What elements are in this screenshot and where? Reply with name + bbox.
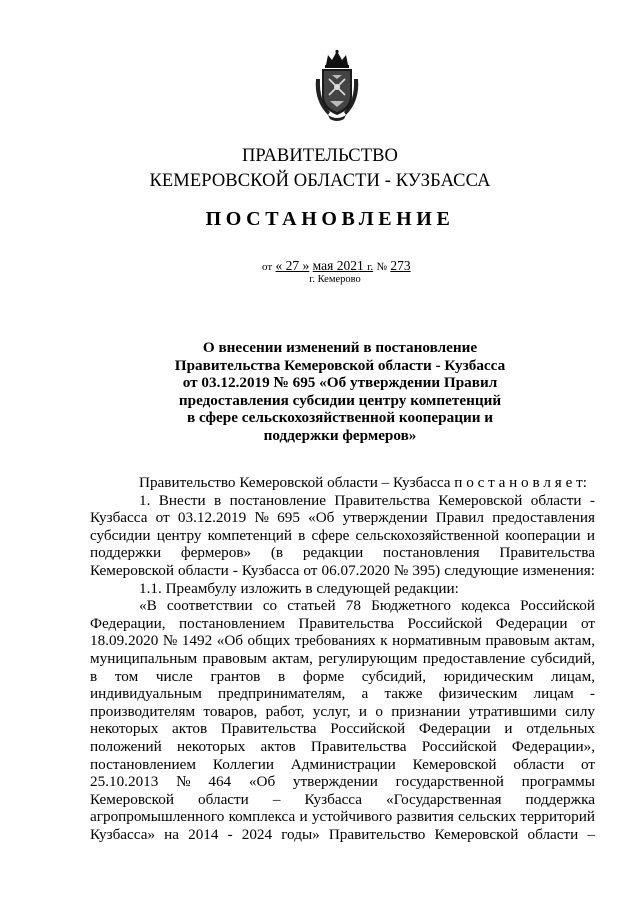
body-line: Правительство Кемеровской области – Кузбасса п о с т а н о в л я е т: bbox=[139, 474, 587, 491]
body-line: 25.10.2013 № 464 «Об утверждении государственной программы bbox=[90, 773, 595, 791]
date-number-line bbox=[262, 258, 411, 274]
title-line: поддержки фермеров» bbox=[263, 426, 417, 444]
title-line: предоставления субсидии центру компетенций bbox=[178, 391, 502, 409]
title-line: О внесении изменений в постановление bbox=[202, 339, 478, 356]
date-month-year: мая 2021 bbox=[312, 258, 368, 273]
body-line: агропромышленного комплекса и устойчивого развития сельских территорий bbox=[90, 808, 595, 826]
title-line: от 03.12.2019 № 695 «Об утверждении Правил bbox=[182, 374, 498, 392]
body-line: Кузбасса» на 2014 - 2024 годы» Правительство Кемеровской области – bbox=[90, 825, 595, 843]
title-line: в сфере сельскохозяйственной кооперации и bbox=[186, 409, 494, 427]
body-line: в том числе грантов в форме субсидий, юридическим лицам, bbox=[90, 667, 595, 685]
government-name-line-2: КЕМЕРОВСКОЙ ОБЛАСТИ - КУЗБАССА bbox=[149, 171, 491, 191]
body-line: муниципальным правовым актам, регулирующим предоставление субсидий, bbox=[90, 649, 595, 667]
body-line: Федерации, постановлением Правительства Российской Федерации от bbox=[90, 614, 595, 632]
body-line: «В соответствии со статьей 78 Бюджетного кодекса Российской bbox=[139, 597, 595, 615]
year-suffix: г. bbox=[367, 261, 374, 273]
document-number: 273 bbox=[390, 258, 411, 273]
body-line: постановлением Коллегии Администрации Кемеровской области от bbox=[90, 755, 595, 773]
body-line: производителям товаров, работ, услуг, и о признании утратившими силу bbox=[90, 702, 595, 720]
body-line: Кемеровской области – Кузбасса «Государственная поддержка bbox=[90, 790, 595, 808]
quote-close: » bbox=[302, 258, 310, 273]
quote-open: « bbox=[275, 258, 283, 273]
body-line: 1.1. Преамбулу изложить в следующей редакции: bbox=[139, 579, 459, 597]
body-line: 18.09.2020 № 1492 «Об общих требованиях к нормативным правовым актам, bbox=[90, 632, 595, 650]
body-line: субсидии центру компетенций в сфере сельскохозяйственной кооперации и bbox=[90, 526, 595, 544]
body-line: индивидуальным предпринимателям, а также физическим лицам - bbox=[90, 685, 595, 703]
body-line: Кузбасса от 03.12.2019 № 695 «Об утверждении Правил предоставления bbox=[90, 509, 595, 527]
document-type-heading: ПОСТАНОВЛЕНИЕ bbox=[205, 208, 455, 230]
body-line: поддержки фермеров» (в редакции постановления Правительства bbox=[90, 544, 595, 562]
document-body bbox=[90, 474, 595, 843]
document-title bbox=[140, 339, 540, 445]
government-name-line-1: ПРАВИТЕЛЬСТВО bbox=[241, 146, 399, 166]
body-line: положений некоторых актов Правительства Российской Федерации», bbox=[90, 737, 595, 755]
date-day-field bbox=[276, 258, 310, 273]
body-line: Кемеровской области - Кузбасса от 06.07.2020 № 395) следующие изменения: bbox=[90, 561, 595, 579]
title-line: Правительства Кемеровской области - Кузбасса bbox=[174, 356, 506, 374]
date-day: 27 bbox=[282, 258, 303, 273]
body-line: некоторых актов Правительства Российской Федерации и отдельных bbox=[90, 720, 595, 738]
number-sign: № bbox=[376, 261, 387, 273]
body-line: 1. Внести в постановление Правительства Кемеровской области - bbox=[139, 491, 595, 509]
coat-of-arms-icon bbox=[312, 49, 362, 123]
date-prefix: от bbox=[262, 261, 273, 273]
city-name: г. Кемерово bbox=[309, 274, 361, 285]
coat-of-arms-emblem bbox=[312, 49, 362, 123]
